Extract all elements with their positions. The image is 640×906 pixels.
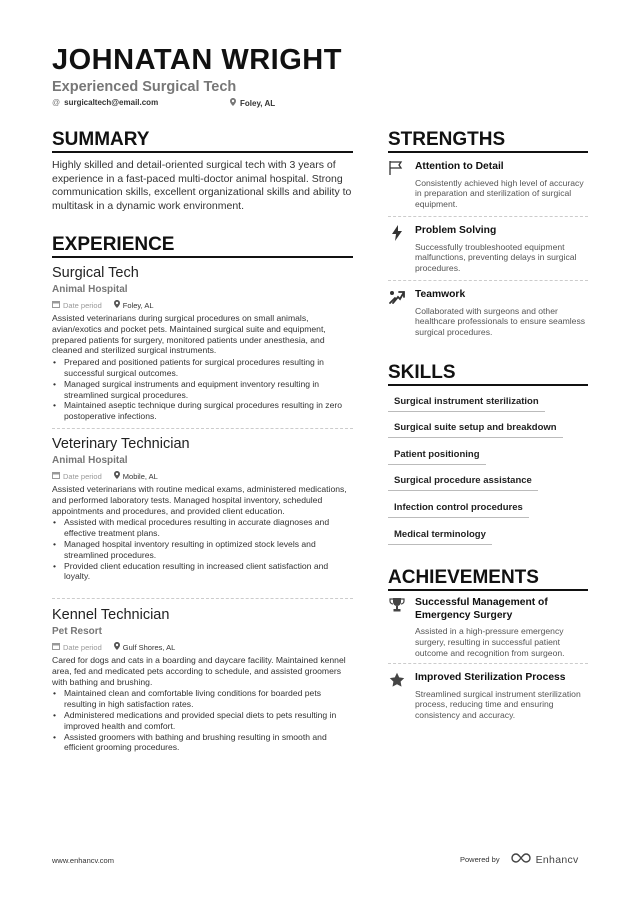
skill-tag: Surgical procedure assistance xyxy=(388,475,538,491)
achievement-item xyxy=(388,672,588,721)
map-pin-icon xyxy=(114,471,120,481)
job-date: Date period xyxy=(52,471,102,481)
skill-tag: Surgical instrument sterilization xyxy=(388,396,545,412)
job-entry xyxy=(52,606,353,753)
email-text: surgicaltech@email.com xyxy=(64,98,159,107)
achievement-title: Improved Sterilization Process xyxy=(415,672,566,683)
job-bullet: • Managed hospital inventory resulting in optimized stock levels and streamlined procedures. xyxy=(52,539,353,561)
strengths-rule xyxy=(388,151,588,153)
strength-title: Attention to Detail xyxy=(415,161,504,172)
job-company: Pet Resort xyxy=(52,626,103,637)
strength-item xyxy=(388,225,588,274)
location-text: Foley, AL xyxy=(240,98,276,108)
job-description: Assisted veterinarians during surgical procedures on small animals, avian/exotics and pocket pets. Maintained surgical suite and equipment, prepared patients for surgery, monitored patients under anesthesia, and cleaned and sterilized surgical instruments. xyxy=(52,313,326,356)
job-meta xyxy=(52,300,353,310)
flag-icon xyxy=(388,161,406,178)
enhancv-logo[interactable] xyxy=(510,852,579,867)
strengths-heading: STRENGTHS xyxy=(388,129,506,150)
strength-title: Teamwork xyxy=(415,289,466,300)
summary-heading: SUMMARY xyxy=(52,129,150,150)
job-description: Cared for dogs and cats in a boarding and daycare facility. Maintained kennel area, fed and medicated pets according to schedule, and assisted groomers with bathing and brushing. xyxy=(52,655,346,687)
calendar-icon xyxy=(52,471,60,481)
job-location: Mobile, AL xyxy=(114,471,158,481)
achievement-description: Streamlined surgical instrument sterilization process, reducing time and ensuring consistency and accuracy. xyxy=(415,688,581,721)
job-divider xyxy=(52,428,353,429)
job-bullet: • Assisted with medical procedures resulting in accurate diagnoses and effective treatment plans. xyxy=(52,517,353,539)
experience-rule xyxy=(52,256,353,258)
job-bullet: • Administered medications and provided special diets to pets resulting in improved health and comfort. xyxy=(52,710,353,732)
strength-title: Problem Solving xyxy=(415,225,497,236)
strength-item xyxy=(388,161,588,210)
job-bullet: • Assisted groomers with bathing and brushing resulting in smooth and efficient grooming procedures. xyxy=(52,732,353,754)
achievement-divider xyxy=(388,663,588,664)
job-bullets xyxy=(52,517,353,582)
job-title: Kennel Technician xyxy=(52,607,170,623)
strength-divider xyxy=(388,216,588,217)
strength-item xyxy=(388,289,588,338)
skill-tag: Surgical suite setup and breakdown xyxy=(388,422,563,438)
achievements-rule xyxy=(388,589,588,591)
job-bullet: • Maintained aseptic technique during surgical procedures resulting in zero postoperative infections. xyxy=(52,400,353,422)
at-icon: @ xyxy=(52,98,61,107)
job-title: Veterinary Technician xyxy=(52,436,190,452)
job-meta xyxy=(52,471,353,481)
enhancv-logo-icon xyxy=(510,852,532,867)
job-bullet: • Maintained clean and comfortable living conditions for boarded pets resulting in high satisfaction rates. xyxy=(52,688,353,710)
candidate-name: JOHNATAN WRIGHT xyxy=(52,44,342,76)
achievements-heading: ACHIEVEMENTS xyxy=(388,567,539,588)
job-divider xyxy=(52,598,353,599)
calendar-icon xyxy=(52,300,60,310)
job-meta xyxy=(52,642,353,652)
contact-location xyxy=(230,98,275,108)
candidate-subtitle: Experienced Surgical Tech xyxy=(52,79,237,95)
job-bullet: • Prepared and positioned patients for surgical procedures resulting in successful surgical outcomes. xyxy=(52,357,353,379)
job-date: Date period xyxy=(52,642,102,652)
teamwork-icon xyxy=(388,289,406,308)
job-bullet: • Managed surgical instruments and equipment inventory resulting in streamlined surgical procedures. xyxy=(52,379,353,401)
calendar-icon xyxy=(52,642,60,652)
skills-rule xyxy=(388,384,588,386)
achievement-description: Assisted in a high-pressure emergency surgery, resulting in successful patient outcome and recognition from surgeon. xyxy=(415,626,565,658)
strength-description: Collaborated with surgeons and other healthcare professionals to ensure seamless surgical procedures. xyxy=(415,305,586,338)
skills-heading: SKILLS xyxy=(388,362,456,383)
job-location: Foley, AL xyxy=(114,300,154,310)
job-entry xyxy=(52,264,353,422)
job-description: Assisted veterinarians with routine medical exams, administered medications, and performed laboratory tests. Managed hospital inventory, scheduled appointments and procedures, and provided client education. xyxy=(52,484,347,516)
star-icon xyxy=(388,672,406,691)
job-company: Animal Hospital xyxy=(52,284,128,295)
footer-branding xyxy=(460,852,579,867)
strength-divider xyxy=(388,280,588,281)
trophy-icon xyxy=(388,597,406,616)
experience-heading: EXPERIENCE xyxy=(52,234,175,255)
map-pin-icon xyxy=(114,642,120,652)
job-bullets xyxy=(52,357,353,422)
job-bullets xyxy=(52,688,353,753)
achievement-item xyxy=(388,597,588,658)
contact-email[interactable] xyxy=(52,98,158,107)
job-bullet: • Provided client education resulting in increased client satisfaction and loyalty. xyxy=(52,561,353,583)
powered-by-label: Powered by xyxy=(460,855,500,864)
job-entry xyxy=(52,435,353,582)
summary-rule xyxy=(52,151,353,153)
map-pin-icon xyxy=(114,300,120,310)
achievement-title: Successful Management of Emergency Surgery xyxy=(415,597,548,621)
job-location: Gulf Shores, AL xyxy=(114,642,176,652)
summary-text: Highly skilled and detail-oriented surgical tech with 3 years of experience in a fast-paced multi-doctor animal hospital. Strong communication skills, excellent organizational skills and ability to multitask in a dynamic work environment. xyxy=(52,159,352,212)
footer-website[interactable]: www.enhancv.com xyxy=(52,856,114,865)
skill-tag: Medical terminology xyxy=(388,529,492,545)
job-company: Animal Hospital xyxy=(52,455,128,466)
strength-description: Successfully troubleshooted equipment malfunctions, preventing delays in surgical procedures. xyxy=(415,241,577,274)
job-date: Date period xyxy=(52,300,102,310)
map-pin-icon xyxy=(230,98,236,108)
skill-tag: Patient positioning xyxy=(388,449,486,465)
skill-tag: Infection control procedures xyxy=(388,502,529,518)
strength-description: Consistently achieved high level of accuracy in preparation and sterilization of surgical equipment. xyxy=(415,177,584,210)
lightning-icon xyxy=(388,225,406,244)
enhancv-logo-text: Enhancv xyxy=(535,853,579,866)
job-title: Surgical Tech xyxy=(52,265,139,281)
